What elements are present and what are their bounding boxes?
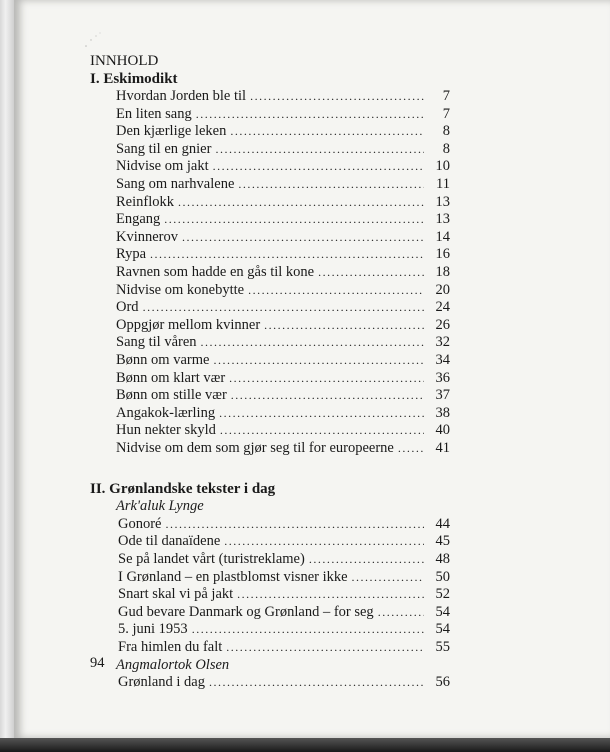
dot-leader — [192, 621, 424, 639]
entry-title: Hun nekter skyld — [116, 422, 216, 439]
dot-leader — [213, 352, 424, 370]
toc-entry — [116, 176, 450, 194]
entry-page-number: 18 — [435, 263, 450, 280]
toc-entry — [118, 674, 450, 692]
entry-page-number: 8 — [442, 123, 450, 140]
entry-title: Sang om narhvalene — [116, 175, 235, 192]
dot-leader — [378, 604, 424, 622]
entry-page-number: 32 — [435, 334, 450, 351]
entry-title: Ode til danaïdene — [118, 533, 221, 550]
entry-title: Kvinnerov — [116, 228, 179, 245]
toc-entry — [116, 264, 450, 282]
dot-leader — [209, 674, 424, 692]
toc-entry — [116, 229, 450, 247]
entry-title: 5. juni 1953 — [118, 621, 188, 638]
toc-entry — [118, 551, 450, 569]
toc-entry — [118, 639, 450, 657]
entry-title: Bønn om klart vær — [116, 369, 226, 386]
entry-page-number: 7 — [442, 105, 450, 122]
entry-page-number: 26 — [435, 316, 450, 333]
entry-page-number: 8 — [442, 140, 450, 157]
entry-page-number: 40 — [435, 422, 450, 439]
toc-entry — [116, 352, 450, 370]
dot-leader — [215, 141, 424, 159]
dot-leader — [230, 123, 424, 141]
entry-page-number: 48 — [435, 551, 450, 568]
dot-leader — [352, 569, 424, 587]
entry-page-number: 16 — [435, 246, 450, 263]
entry-page-number: 54 — [435, 603, 450, 620]
ink-speck — [80, 30, 106, 52]
toc-entry — [116, 211, 450, 229]
entry-page-number: 54 — [435, 621, 450, 638]
entry-page-number: 13 — [435, 211, 450, 228]
toc-entry — [116, 106, 450, 124]
section-title: I. Eskimodikt — [90, 71, 178, 87]
entry-title: Bønn om stille vær — [116, 387, 227, 404]
section-title: II. Grønlandske tekster i dag — [90, 481, 276, 498]
toc-entry — [116, 282, 450, 300]
dot-leader — [237, 586, 424, 604]
entry-title: Rypa — [116, 246, 147, 263]
dot-leader — [150, 246, 424, 264]
section-entries — [116, 88, 450, 457]
author-name: Ark'aluk Lynge — [116, 498, 204, 515]
toc-entry — [116, 123, 450, 141]
entry-title: Engang — [116, 211, 161, 228]
entry-page-number: 50 — [435, 568, 450, 585]
toc-heading: INNHOLD — [90, 53, 159, 69]
entry-page-number: 14 — [435, 228, 450, 245]
author-entries — [118, 674, 450, 692]
entry-title: En liten sang — [116, 105, 192, 122]
entry-title: Se på landet vårt (turistreklame) — [118, 551, 305, 568]
toc-entry — [116, 141, 450, 159]
toc-entry — [116, 317, 450, 335]
entry-page-number: 34 — [435, 351, 450, 368]
dot-leader — [238, 176, 424, 194]
toc-entry — [118, 516, 450, 534]
author-entries — [118, 516, 450, 657]
entry-page-number: 36 — [435, 369, 450, 386]
dot-leader — [182, 229, 424, 247]
dot-leader — [166, 516, 425, 534]
entry-title: Den kjærlige leken — [116, 123, 227, 140]
entry-page-number: 44 — [435, 515, 450, 532]
entry-page-number: 38 — [435, 404, 450, 421]
entry-page-number: 24 — [435, 299, 450, 316]
toc-entry — [118, 621, 450, 639]
dot-leader — [229, 370, 424, 388]
entry-title: Oppgjør mellom kvinner — [116, 316, 261, 333]
toc-entry — [116, 334, 450, 352]
entry-title: I Grønland – en plastblomst visner ikke — [118, 568, 348, 585]
toc-entry — [118, 533, 450, 551]
dot-leader — [164, 211, 424, 229]
entry-title: Grønland i dag — [118, 674, 205, 691]
dot-leader — [309, 551, 424, 569]
dot-leader — [224, 533, 424, 551]
entry-title: Ravnen som hadde en gås til kone — [116, 263, 315, 280]
entry-title: Gud bevare Danmark og Grønland – for seg — [118, 603, 374, 620]
entry-title: Angakok-lærling — [116, 404, 216, 421]
entry-page-number: 37 — [435, 387, 450, 404]
toc-entry — [116, 440, 450, 458]
entry-title: Snart skal vi på jakt — [118, 586, 234, 603]
entry-title: Reinflokk — [116, 193, 174, 210]
entry-title: Sang til en gnier — [116, 140, 212, 157]
entry-title: Nidvise om jakt — [116, 158, 209, 175]
toc-entry — [118, 569, 450, 587]
entry-page-number: 20 — [435, 281, 450, 298]
toc-entry — [116, 370, 450, 388]
dot-leader — [231, 387, 424, 405]
dot-leader — [220, 422, 424, 440]
dot-leader — [143, 299, 424, 317]
page-bottom-shadow — [0, 738, 610, 752]
page-number: 94 — [90, 655, 105, 671]
dot-leader — [196, 106, 424, 124]
dot-leader — [264, 317, 424, 335]
table-of-contents — [90, 52, 450, 692]
toc-entry — [116, 158, 450, 176]
entry-page-number: 52 — [435, 586, 450, 603]
entry-page-number: 10 — [435, 158, 450, 175]
dot-leader — [398, 440, 424, 458]
dot-leader — [248, 282, 424, 300]
entry-page-number: 11 — [436, 175, 450, 192]
entry-title: Sang til våren — [116, 334, 197, 351]
entry-title: Gonoré — [118, 515, 162, 532]
dot-leader — [318, 264, 424, 282]
entry-page-number: 55 — [435, 639, 450, 656]
toc-entry — [118, 586, 450, 604]
toc-entry — [118, 604, 450, 622]
entry-title: Bønn om varme — [116, 351, 210, 368]
dot-leader — [213, 158, 424, 176]
entry-page-number: 56 — [435, 674, 450, 691]
dot-leader — [178, 194, 424, 212]
toc-entry — [116, 299, 450, 317]
toc-entry — [116, 422, 450, 440]
entry-title: Nidvise om konebytte — [116, 281, 245, 298]
dot-leader — [219, 405, 424, 423]
dot-leader — [226, 639, 424, 657]
toc-entry — [116, 246, 450, 264]
toc-entry — [116, 405, 450, 423]
entry-title: Ord — [116, 299, 139, 316]
entry-title: Hvordan Jorden ble til — [116, 88, 247, 104]
entry-title: Fra himlen du falt — [118, 639, 223, 656]
toc-entry — [116, 88, 450, 106]
entry-title: Nidvise om dem som gjør seg til for europeerne — [116, 439, 394, 456]
dot-leader — [201, 334, 424, 352]
entry-page-number: 13 — [435, 193, 450, 210]
dot-leader — [250, 88, 424, 106]
entry-page-number: 7 — [442, 88, 450, 104]
toc-entry — [116, 387, 450, 405]
toc-entry — [116, 194, 450, 212]
book-binding — [0, 0, 14, 752]
author-name: Angmalortok Olsen — [116, 656, 230, 673]
entry-page-number: 41 — [435, 439, 450, 456]
entry-page-number: 45 — [435, 533, 450, 550]
